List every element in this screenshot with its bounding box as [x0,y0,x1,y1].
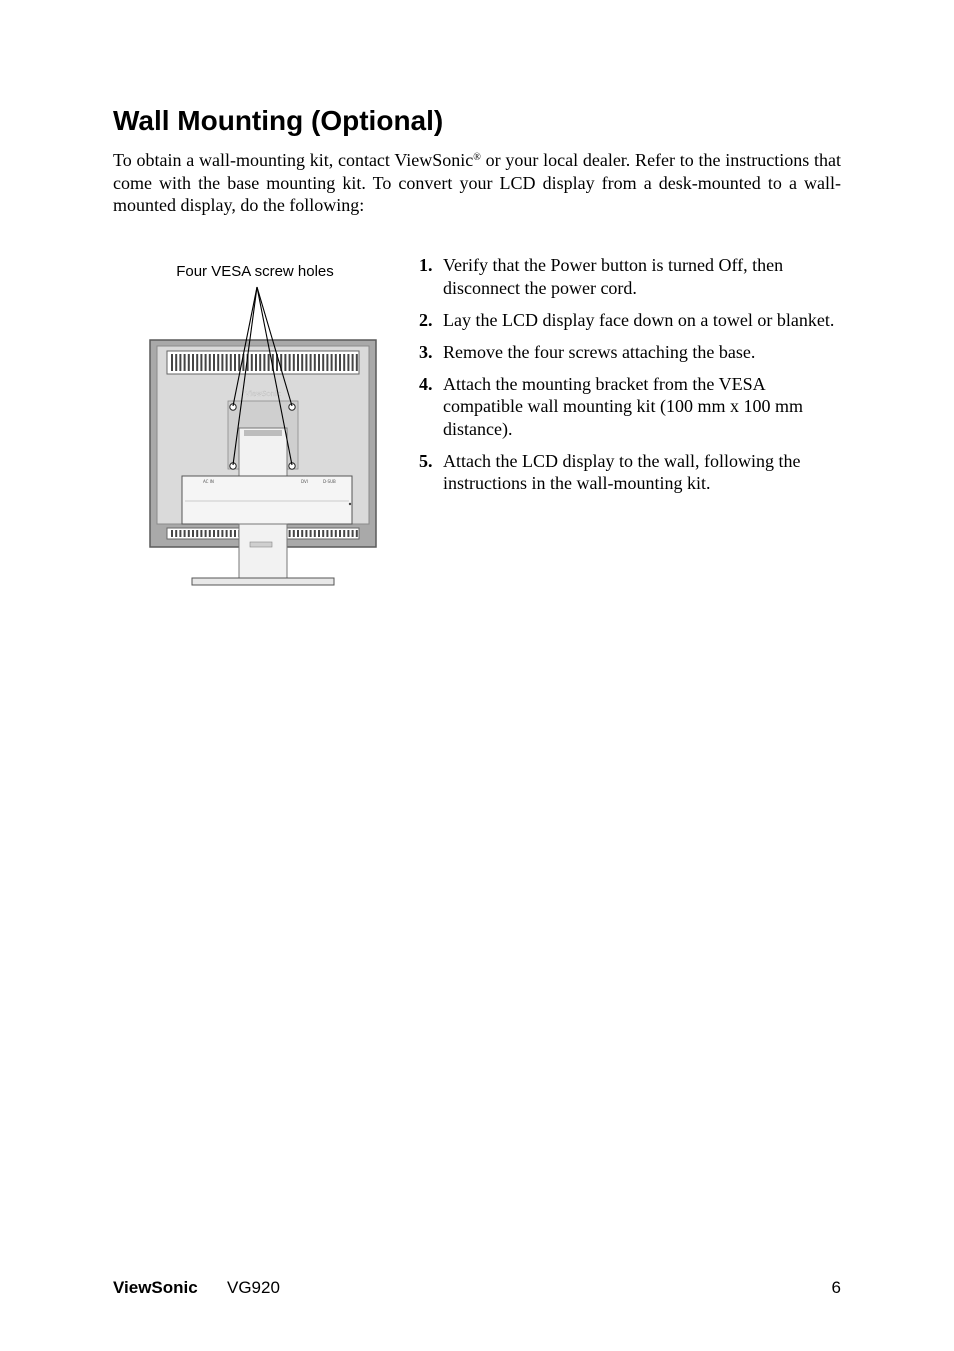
monitor-back-illustration [145,258,385,593]
intro-text-end: or your local dealer. Refer to the instructions that come with the base mounting kit. To convert your LCD display from a desk-mounted to a wall-mounted display, do the following: [113,150,842,215]
svg-text:AC IN: AC IN [203,479,214,484]
svg-text:DVI: DVI [301,479,308,484]
step-number: 2. [419,309,433,330]
footer-model: VG920 [227,1278,280,1297]
footer-brand: ViewSonic [113,1278,198,1297]
step-2 [419,309,844,332]
svg-text:D-SUB: D-SUB [323,479,336,484]
step-number: 3. [419,341,433,362]
step-number: 5. [419,450,433,471]
stand-hinge [244,430,282,436]
registered-trademark-mark: ® [473,152,481,163]
step-number: 1. [419,255,433,275]
step-4 [419,373,844,441]
intro-text-start: To obtain a wall-mounting kit, contact ViewSonic [113,150,474,170]
step-5 [419,450,844,495]
step-text: Lay the LCD display face down on a towel or blanket. [443,309,835,330]
device-brand-embossed: ViewSonic [245,390,281,398]
top-vent-grille [167,351,359,374]
step-number: 4. [419,373,433,394]
step-1 [419,254,844,299]
intro-paragraph [113,149,841,217]
stand-base [192,578,334,585]
footer-page-number: 6 [831,1278,841,1297]
page-title: Wall Mounting (Optional) [113,105,444,136]
figure-callout-label: Four VESA screw holes [176,263,334,280]
step-text: Verify that the Power button is turned Off, then disconnect the power cord. [443,255,784,298]
monitor-back-figure [145,258,385,593]
step-3 [419,341,844,364]
step-text: Attach the LCD display to the wall, following the instructions in the wall-mounting kit. [443,450,801,493]
step-text: Remove the four screws attaching the base. [443,341,756,362]
step-text: Attach the mounting bracket from the VESA compatible wall mounting kit (100 mm x 100 mm distance). [443,373,803,439]
instruction-steps [419,254,844,504]
